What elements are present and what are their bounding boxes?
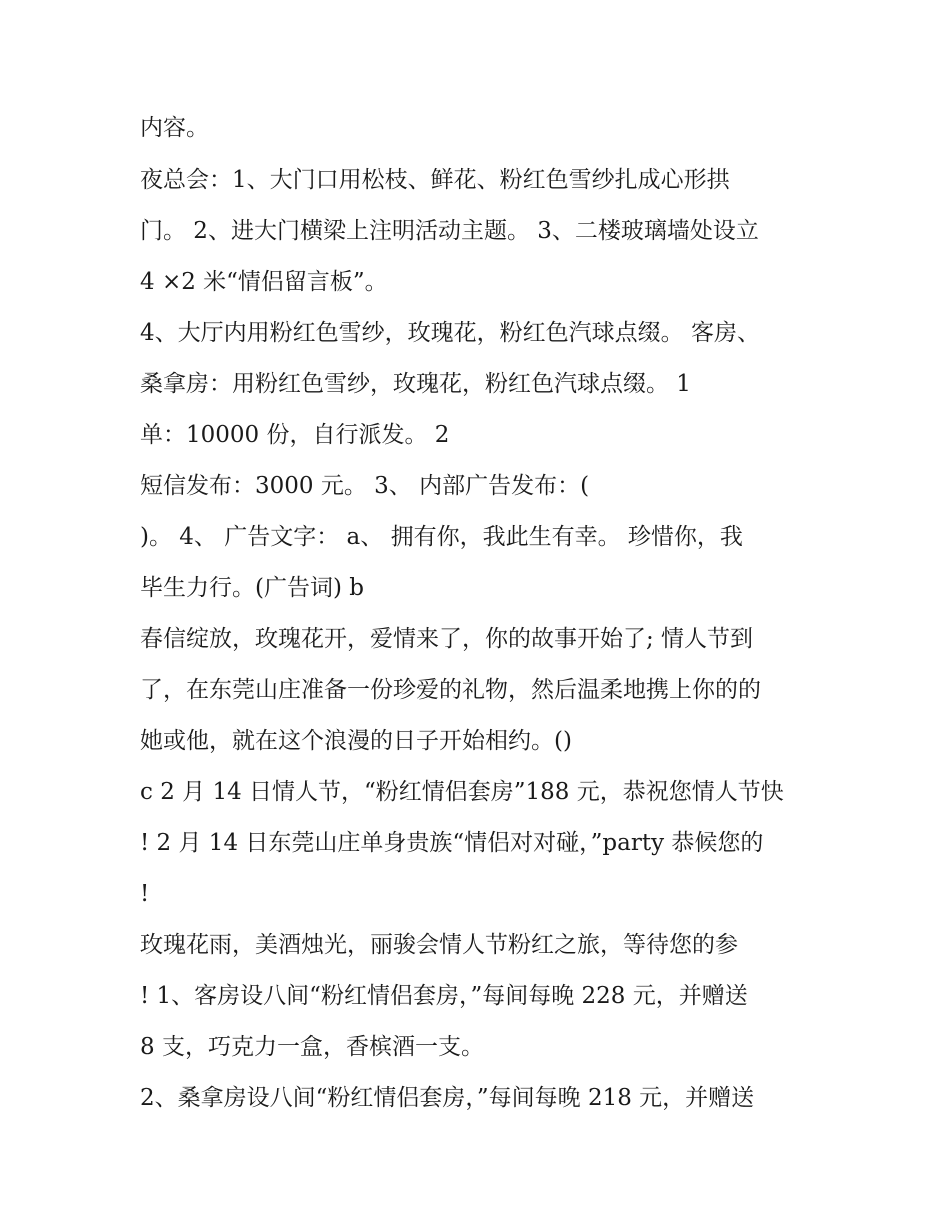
text-line-12: 了，在东莞山庄准备一份珍爱的礼物，然后温柔地携上你的的 xyxy=(140,677,761,703)
text-line-13: 她或他，就在这个浪漫的日子开始相约。() xyxy=(140,728,572,754)
text-line-3: 门。 2、进大门横梁上注明活动主题。 3、二楼玻璃墙处设立 xyxy=(140,218,759,244)
text-line-18: ! 1、客房设八间“粉红情侣套房，”每间每晚 228 元，并赠送 xyxy=(140,983,748,1009)
text-line-14: c 2 月 14 日情人节，“粉红情侣套房”188 元，恭祝您情人节快 xyxy=(140,779,784,805)
text-line-11: 春信绽放，玫瑰花开，爱情来了，你的故事开始了; 情人节到 xyxy=(140,626,754,652)
text-line-6: 桑拿房：用粉红色雪纱，玫瑰花，粉红色汽球点缀。 1 xyxy=(140,371,691,397)
text-line-1: 内容。 xyxy=(140,115,209,141)
text-line-4: 4 ×2 米“情侣留言板”。 xyxy=(140,269,388,295)
text-line-19: 8 支，巧克力一盒，香槟酒一支。 xyxy=(140,1034,484,1060)
text-line-8: 短信发布：3000 元。 3、 内部广告发布：( xyxy=(140,473,590,499)
text-line-15: ! 2 月 14 日东莞山庄单身贵族“情侣对对碰，”party 恭候您的 xyxy=(140,830,764,856)
text-line-17: 玫瑰花雨，美酒烛光，丽骏会情人节粉红之旅，等待您的参 xyxy=(140,932,738,958)
text-line-7: 单：10000 份，自行派发。 2 xyxy=(140,422,450,448)
text-line-5: 4、大厅内用粉红色雪纱，玫瑰花，粉红色汽球点缀。 客房、 xyxy=(140,320,760,346)
text-line-9: )。 4、 广告文字： a、 拥有你，我此生有幸。 珍惜你，我 xyxy=(140,524,743,550)
text-line-20: 2、桑拿房设八间“粉红情侣套房，”每间每晚 218 元，并赠送 xyxy=(140,1085,755,1111)
text-line-16: ! xyxy=(140,881,150,907)
text-line-10: 毕生力行。(广告词) b xyxy=(140,575,364,601)
text-line-2: 夜总会：1、大门口用松枝、鲜花、粉红色雪纱扎成心形拱 xyxy=(140,167,730,193)
